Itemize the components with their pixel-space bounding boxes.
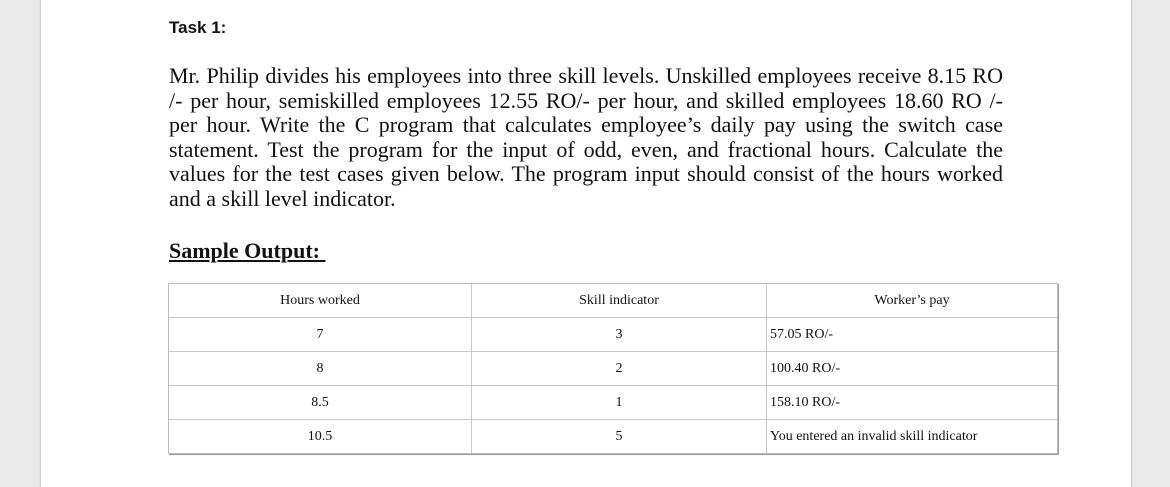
sample-output-table [168, 283, 1058, 454]
table-row [169, 420, 1057, 453]
document-page [40, 0, 1132, 487]
table-row [169, 386, 1057, 420]
header-skill-indicator: Skill indicator [472, 284, 767, 318]
cell-skill: 5 [472, 420, 767, 453]
header-workers-pay: Worker’s pay [767, 284, 1057, 318]
cell-hours: 10.5 [169, 420, 472, 453]
cell-pay [767, 386, 1057, 420]
cell-skill: 1 [472, 386, 767, 420]
table-header-row [169, 284, 1057, 318]
table-row [169, 318, 1057, 352]
cell-pay-text: 100.40 RO/- [770, 360, 840, 376]
question-text: Mr. Philip divides his employees into three skill levels. Unskilled employees receive 8.15 RO /- per hour, semiskilled employees 12.55 RO/- per hour, and skilled employees 18.60 RO /- per hour. Write the C program that calculates employee’s daily pay using the switch case statement. Test the program for the input of odd, even, and fractional hours. Calculate the values for the test cases given below. The program input should consist of the hours worked and a skill level indicator. [169, 63, 1003, 211]
cell-skill: 2 [472, 352, 767, 386]
header-hours-worked: Hours worked [169, 284, 472, 318]
cell-pay [767, 352, 1057, 386]
task-title: Task 1: [169, 18, 227, 37]
cell-pay-text: 158.10 RO/- [770, 394, 840, 410]
cell-hours: 7 [169, 318, 472, 352]
cell-pay-text: You entered an invalid skill indicator [770, 428, 978, 444]
table-row [169, 352, 1057, 386]
cell-hours: 8.5 [169, 386, 472, 420]
sample-output-heading: Sample Output: [169, 238, 326, 263]
cell-skill: 3 [472, 318, 767, 352]
cell-pay-text: 57.05 RO/- [770, 326, 833, 342]
cell-hours: 8 [169, 352, 472, 386]
cell-pay [767, 318, 1057, 352]
cell-pay [767, 420, 1057, 453]
